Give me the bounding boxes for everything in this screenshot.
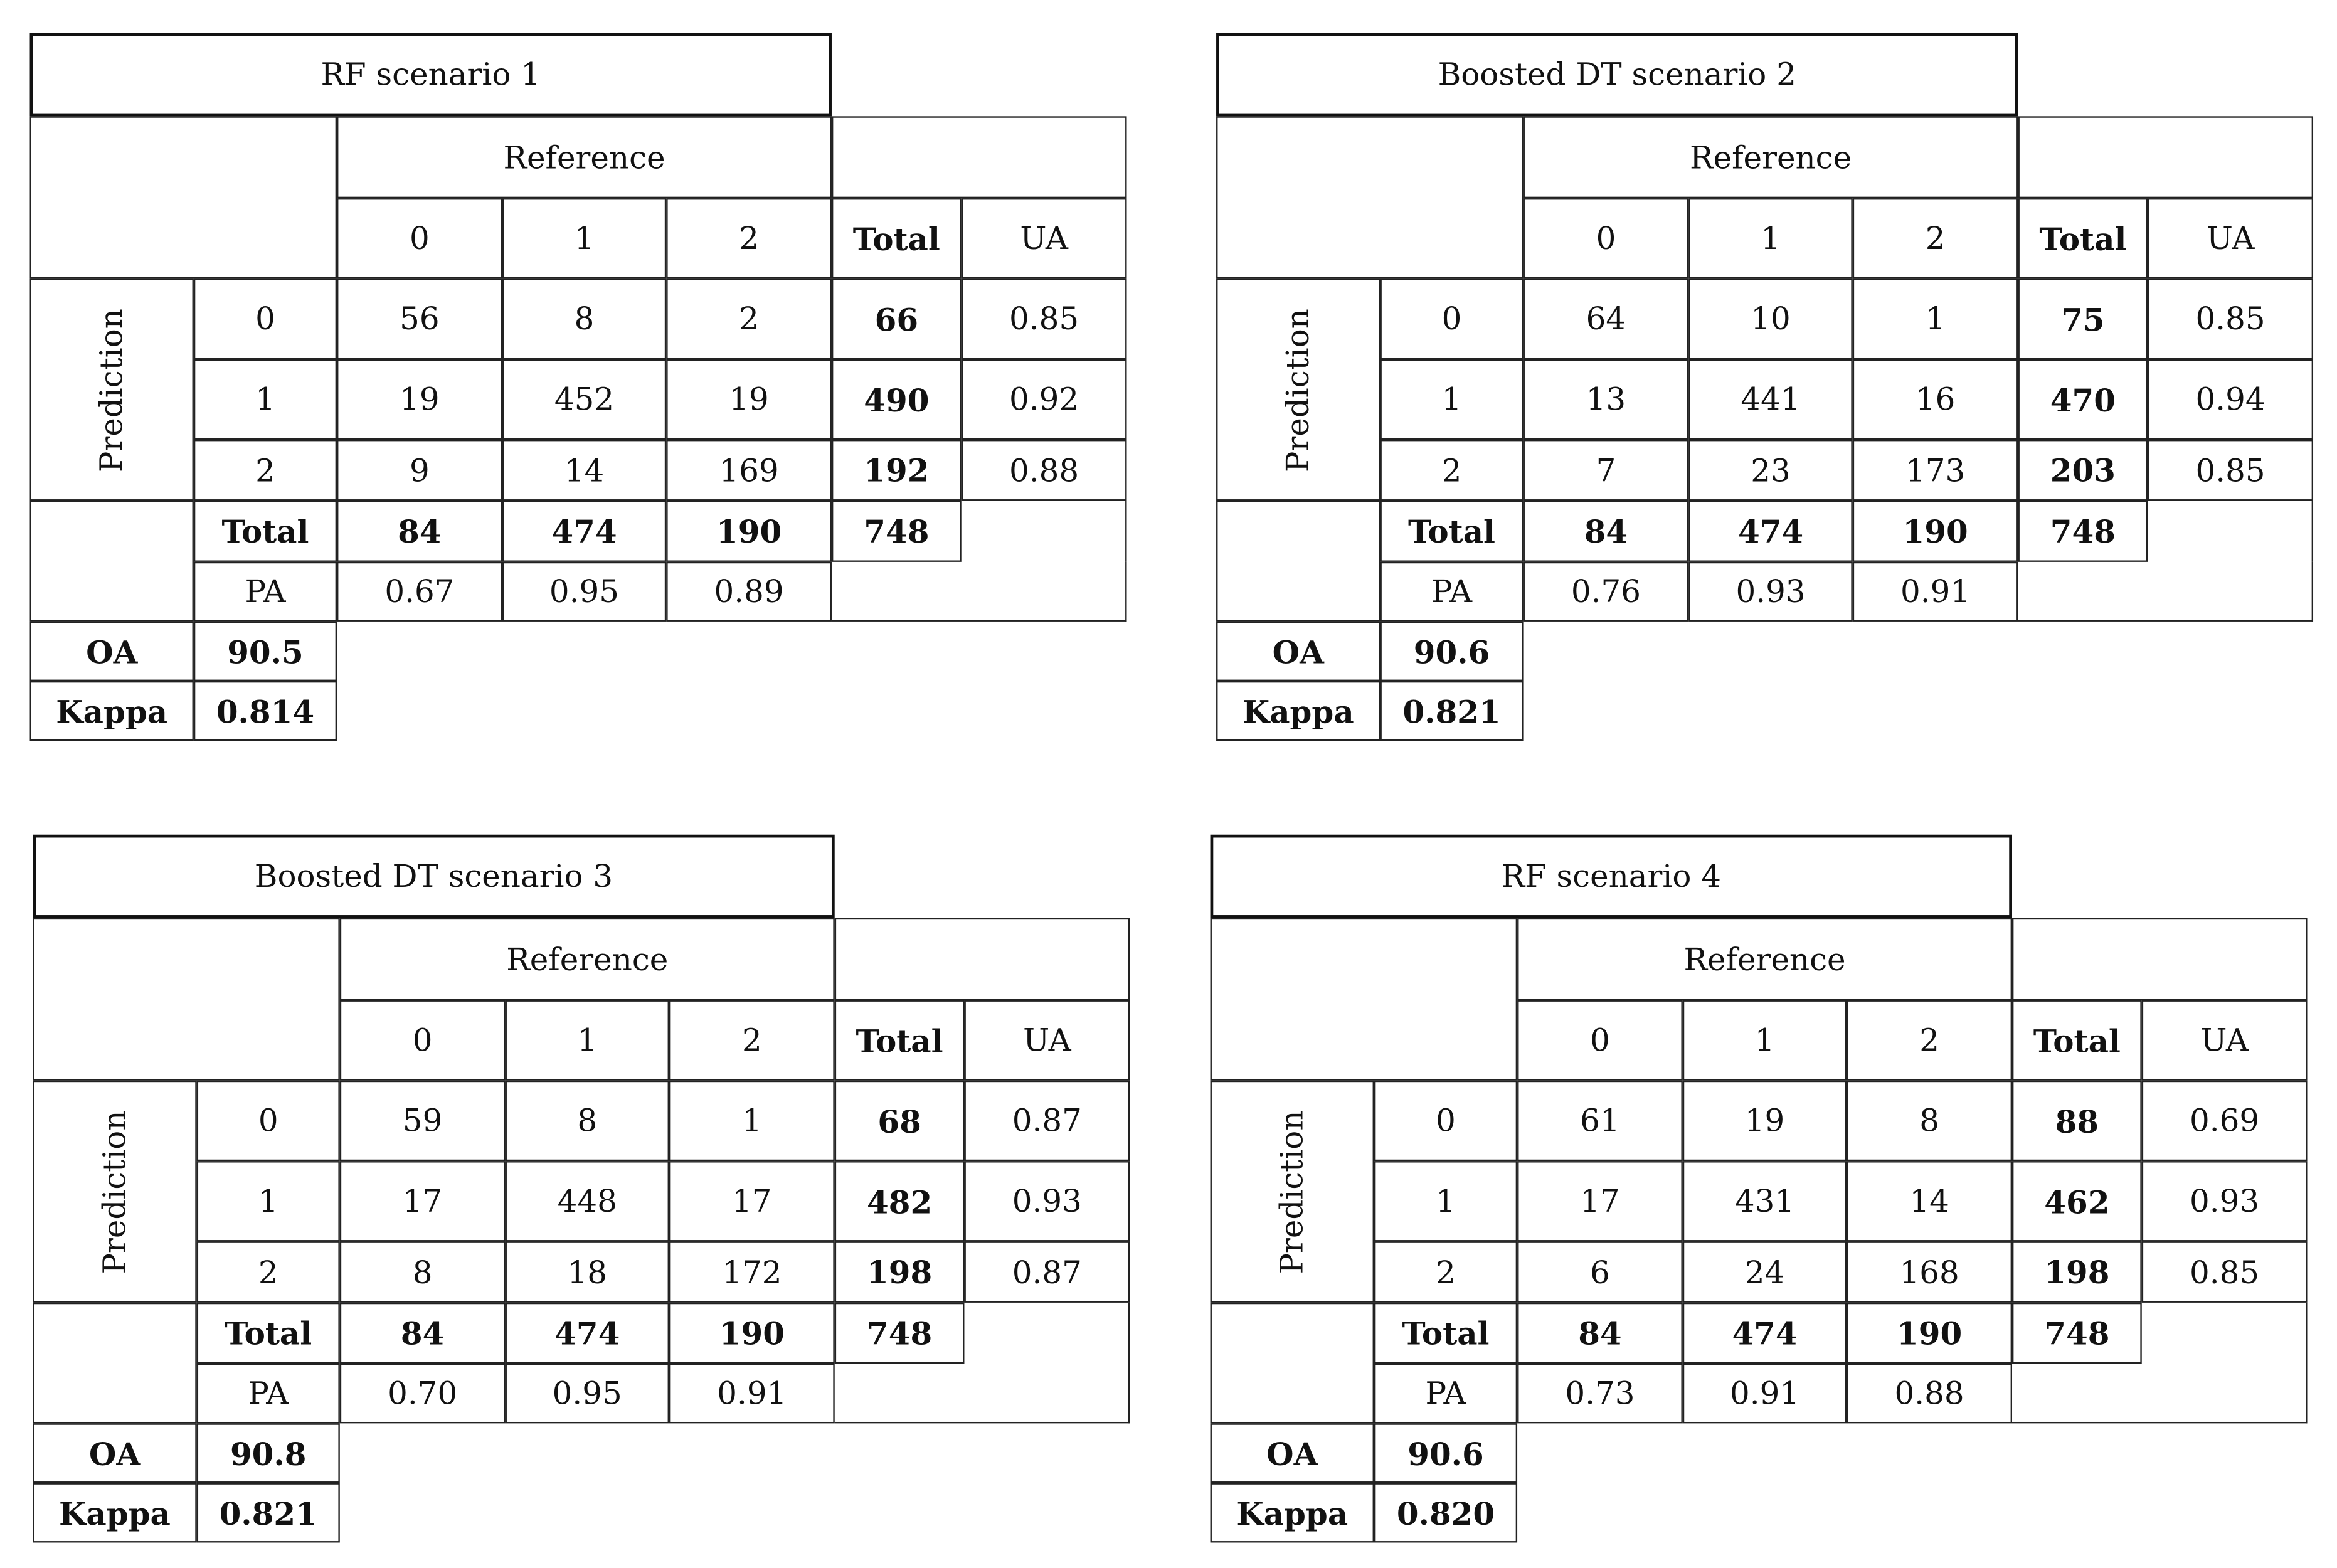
pa-cell: 0.88 (1847, 1364, 2012, 1423)
empty-cell (2148, 501, 2313, 561)
oa-value: 90.6 (1374, 1423, 1517, 1483)
row-total-cell: 462 (2012, 1161, 2142, 1241)
total-row-label: Total (1374, 1303, 1517, 1364)
column-total-cell: 474 (1683, 1303, 1847, 1364)
prediction-header-text: Prediction (1280, 307, 1317, 472)
oa-value: 90.5 (194, 622, 337, 681)
ua-cell: 0.88 (962, 440, 1127, 501)
kappa-label: Kappa (1211, 1483, 1374, 1542)
prediction-class-label: 0 (1380, 278, 1523, 359)
matrix-cell: 19 (1683, 1081, 1847, 1161)
confusion-matrix-boosted-dt-scenario-2 (1216, 33, 2319, 748)
empty-cell (962, 501, 1127, 561)
matrix-cell: 17 (1517, 1161, 1683, 1241)
kappa-value: 0.821 (197, 1483, 340, 1542)
pa-cell: 0.91 (669, 1364, 835, 1423)
kappa-label: Kappa (33, 1483, 196, 1542)
ua-cell: 0.69 (2142, 1081, 2308, 1161)
row-total-cell: 66 (832, 278, 962, 359)
matrix-cell: 441 (1688, 359, 1852, 440)
row-total-cell: 490 (832, 359, 962, 440)
empty-footer-cell (1211, 1303, 1374, 1423)
reference-class-header: 1 (1688, 198, 1852, 278)
matrix-cell: 8 (502, 278, 666, 359)
matrix-cell: 13 (1524, 359, 1689, 440)
pa-cell: 0.67 (337, 562, 502, 622)
matrix-cell: 8 (1847, 1081, 2012, 1161)
reference-class-header: 1 (1683, 1000, 1847, 1080)
oa-label: OA (33, 1423, 196, 1483)
prediction-header (33, 1081, 196, 1303)
empty-corner-cell (30, 116, 337, 278)
oa-value: 90.8 (197, 1423, 340, 1483)
grand-total-cell: 748 (832, 501, 962, 561)
empty-footer-cell (30, 501, 194, 621)
kappa-label: Kappa (1216, 681, 1380, 741)
matrix-cell: 24 (1683, 1241, 1847, 1302)
prediction-header-text: Prediction (1274, 1110, 1310, 1274)
empty-footer-cell (33, 1303, 196, 1423)
reference-header: Reference (1524, 116, 2018, 198)
prediction-class-label: 1 (197, 1161, 340, 1241)
column-total-cell: 190 (1847, 1303, 2012, 1364)
empty-footer-cell (1216, 501, 1380, 621)
total-column-header: Total (2018, 198, 2148, 278)
reference-class-header: 2 (666, 198, 832, 278)
matrix-cell: 1 (1853, 278, 2018, 359)
row-total-cell: 198 (835, 1241, 965, 1302)
reference-class-header: 2 (669, 1000, 835, 1080)
row-total-cell: 203 (2018, 440, 2148, 501)
reference-class-header: 1 (502, 198, 666, 278)
empty-cell (2012, 1364, 2308, 1423)
matrix-cell: 10 (1688, 278, 1852, 359)
empty-header-cell (2018, 116, 2314, 198)
prediction-header-text: Prediction (93, 307, 130, 472)
column-total-cell: 474 (502, 501, 666, 561)
total-column-header: Total (835, 1000, 965, 1080)
column-total-cell: 84 (340, 1303, 506, 1364)
kappa-value: 0.814 (194, 681, 337, 741)
oa-label: OA (30, 622, 194, 681)
row-total-cell: 198 (2012, 1241, 2142, 1302)
matrix-cell: 17 (340, 1161, 506, 1241)
prediction-header (1216, 278, 1380, 501)
prediction-class-label: 0 (1374, 1081, 1517, 1161)
column-total-cell: 84 (1517, 1303, 1683, 1364)
ua-cell: 0.85 (2148, 440, 2313, 501)
matrix-cell: 448 (506, 1161, 669, 1241)
row-total-cell: 192 (832, 440, 962, 501)
matrix-cell: 61 (1517, 1081, 1683, 1161)
ua-cell: 0.87 (964, 1241, 1130, 1302)
table-title: RF scenario 4 (1211, 835, 2012, 918)
pa-cell: 0.95 (502, 562, 666, 622)
prediction-class-label: 1 (1374, 1161, 1517, 1241)
pa-cell: 0.95 (506, 1364, 669, 1423)
matrix-cell: 59 (340, 1081, 506, 1161)
grand-total-cell: 748 (2012, 1303, 2142, 1364)
reference-class-header: 0 (340, 1000, 506, 1080)
matrix-cell: 18 (506, 1241, 669, 1302)
prediction-header-text: Prediction (97, 1110, 133, 1274)
pa-cell: 0.91 (1683, 1364, 1847, 1423)
prediction-class-label: 1 (1380, 359, 1523, 440)
matrix-cell: 7 (1524, 440, 1689, 501)
row-total-cell: 88 (2012, 1081, 2142, 1161)
ua-cell: 0.93 (964, 1161, 1130, 1241)
empty-header-cell (832, 116, 1127, 198)
row-total-cell: 482 (835, 1161, 965, 1241)
ua-cell: 0.85 (2148, 278, 2313, 359)
kappa-label: Kappa (30, 681, 194, 741)
ua-column-header: UA (2148, 198, 2313, 278)
row-total-cell: 470 (2018, 359, 2148, 440)
reference-header: Reference (340, 918, 835, 1000)
matrix-cell: 2 (666, 278, 832, 359)
pa-cell: 0.93 (1688, 562, 1852, 622)
matrix-cell: 168 (1847, 1241, 2012, 1302)
empty-cell (835, 1364, 1130, 1423)
prediction-class-label: 0 (194, 278, 337, 359)
prediction-header (1211, 1081, 1374, 1303)
pa-row-label: PA (1374, 1364, 1517, 1423)
prediction-class-label: 2 (194, 440, 337, 501)
column-total-cell: 84 (337, 501, 502, 561)
matrix-cell: 19 (337, 359, 502, 440)
matrix-cell: 173 (1853, 440, 2018, 501)
reference-class-header: 2 (1847, 1000, 2012, 1080)
matrix-cell: 452 (502, 359, 666, 440)
ua-column-header: UA (2142, 1000, 2308, 1080)
column-total-cell: 474 (1688, 501, 1852, 561)
reference-class-header: 0 (1517, 1000, 1683, 1080)
oa-label: OA (1216, 622, 1380, 681)
reference-header: Reference (1517, 918, 2012, 1000)
matrix-cell: 1 (669, 1081, 835, 1161)
total-row-label: Total (194, 501, 337, 561)
total-row-label: Total (197, 1303, 340, 1364)
row-total-cell: 75 (2018, 278, 2148, 359)
matrix-cell: 64 (1524, 278, 1689, 359)
matrix-cell: 17 (669, 1161, 835, 1241)
oa-label: OA (1211, 1423, 1374, 1483)
matrix-cell: 6 (1517, 1241, 1683, 1302)
pa-cell: 0.76 (1524, 562, 1689, 622)
column-total-cell: 474 (506, 1303, 669, 1364)
reference-class-header: 1 (506, 1000, 669, 1080)
empty-cell (2018, 562, 2314, 622)
matrix-cell: 14 (1847, 1161, 2012, 1241)
column-total-cell: 190 (669, 1303, 835, 1364)
column-total-cell: 84 (1524, 501, 1689, 561)
ua-cell: 0.94 (2148, 359, 2313, 440)
ua-cell: 0.93 (2142, 1161, 2308, 1241)
table-title: RF scenario 1 (30, 33, 832, 116)
grand-total-cell: 748 (2018, 501, 2148, 561)
pa-cell: 0.73 (1517, 1364, 1683, 1423)
ua-column-header: UA (964, 1000, 1130, 1080)
empty-corner-cell (33, 918, 340, 1081)
pa-row-label: PA (1380, 562, 1523, 622)
matrix-cell: 8 (506, 1081, 669, 1161)
empty-cell (964, 1303, 1130, 1364)
prediction-header (30, 278, 194, 501)
row-total-cell: 68 (835, 1081, 965, 1161)
ua-column-header: UA (962, 198, 1127, 278)
total-row-label: Total (1380, 501, 1523, 561)
matrix-cell: 9 (337, 440, 502, 501)
empty-corner-cell (1211, 918, 1518, 1081)
total-column-header: Total (832, 198, 962, 278)
empty-header-cell (2012, 918, 2308, 1000)
matrix-cell: 169 (666, 440, 832, 501)
empty-cell (2142, 1303, 2308, 1364)
prediction-class-label: 2 (1374, 1241, 1517, 1302)
pa-cell: 0.89 (666, 562, 832, 622)
prediction-class-label: 0 (197, 1081, 340, 1161)
pa-cell: 0.91 (1853, 562, 2018, 622)
reference-header: Reference (337, 116, 832, 198)
table-title: Boosted DT scenario 2 (1216, 33, 2018, 116)
total-column-header: Total (2012, 1000, 2142, 1080)
prediction-class-label: 2 (197, 1241, 340, 1302)
confusion-matrix-rf-scenario-4 (1211, 835, 2313, 1550)
column-total-cell: 190 (666, 501, 832, 561)
matrix-cell: 8 (340, 1241, 506, 1302)
empty-cell (832, 562, 1127, 622)
prediction-class-label: 2 (1380, 440, 1523, 501)
confusion-matrix-boosted-dt-scenario-3 (33, 835, 1135, 1550)
oa-value: 90.6 (1380, 622, 1523, 681)
kappa-value: 0.821 (1380, 681, 1523, 741)
empty-header-cell (835, 918, 1130, 1000)
table-title: Boosted DT scenario 3 (33, 835, 834, 918)
ua-cell: 0.85 (2142, 1241, 2308, 1302)
pa-row-label: PA (197, 1364, 340, 1423)
matrix-cell: 19 (666, 359, 832, 440)
matrix-cell: 172 (669, 1241, 835, 1302)
ua-cell: 0.92 (962, 359, 1127, 440)
matrix-cell: 16 (1853, 359, 2018, 440)
reference-class-header: 0 (337, 198, 502, 278)
reference-class-header: 2 (1853, 198, 2018, 278)
confusion-matrix-rf-scenario-1 (30, 33, 1133, 748)
kappa-value: 0.820 (1374, 1483, 1517, 1542)
pa-cell: 0.70 (340, 1364, 506, 1423)
matrix-cell: 431 (1683, 1161, 1847, 1241)
empty-corner-cell (1216, 116, 1524, 278)
ua-cell: 0.87 (964, 1081, 1130, 1161)
reference-class-header: 0 (1524, 198, 1689, 278)
matrix-cell: 56 (337, 278, 502, 359)
pa-row-label: PA (194, 562, 337, 622)
matrix-cell: 23 (1688, 440, 1852, 501)
matrix-cell: 14 (502, 440, 666, 501)
ua-cell: 0.85 (962, 278, 1127, 359)
column-total-cell: 190 (1853, 501, 2018, 561)
prediction-class-label: 1 (194, 359, 337, 440)
grand-total-cell: 748 (835, 1303, 965, 1364)
